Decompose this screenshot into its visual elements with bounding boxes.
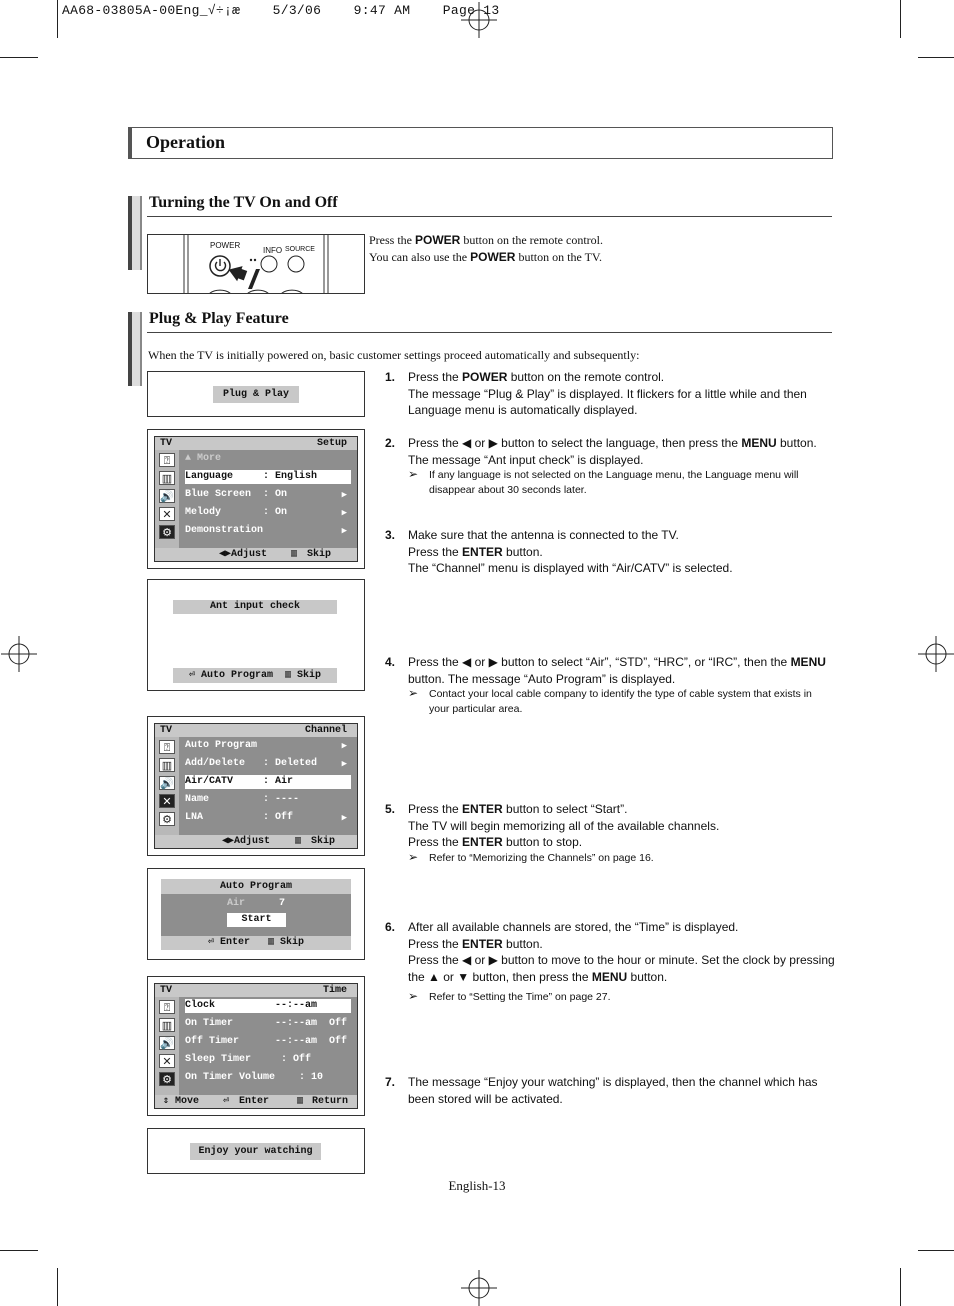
time-menu-body: [155, 997, 357, 1095]
step-3: [385, 527, 835, 577]
step-text: Press the ENTER button to stop.: [408, 835, 583, 849]
auto-program-hint: Auto Program: [200, 670, 273, 681]
setup-title: Setup: [316, 438, 347, 449]
screen-auto-program: [147, 868, 365, 960]
step-number: 2.: [385, 436, 396, 450]
channel-menu-title-bar: [155, 724, 357, 737]
tv-label: TV: [160, 438, 173, 449]
tv-label: TV: [160, 985, 173, 996]
plug-play-banner: Plug & Play: [213, 386, 299, 403]
menu-item-auto-program[interactable]: Auto Program ▶: [185, 740, 347, 751]
skip-icon: ▥: [295, 836, 302, 847]
step-text: Press the ◀ or ▶ button to select the language, then press the MENU button.: [408, 436, 817, 450]
registration-mark-icon: [918, 636, 954, 672]
enter-hint: Enter: [239, 1096, 270, 1107]
step-note: ➢ If any language is not selected on the Language menu, the Language menu will disappear about 30 seconds later.: [408, 467, 799, 496]
auto-program-title: Auto Program: [161, 879, 351, 894]
skip-hint: Skip: [307, 549, 332, 560]
step-note: ➢ Contact your local cable company to identify the type of cable system that exists in your particular area.: [408, 686, 812, 715]
note-arrow-icon: ➢: [408, 467, 419, 481]
menu-item-name[interactable]: Name : ----: [185, 794, 300, 805]
step-text: Make sure that the antenna is connected to the TV.: [408, 528, 679, 542]
setup-icon[interactable]: ⚙: [159, 812, 175, 826]
menu-item-add-delete[interactable]: Add/Delete : Deleted ▶: [185, 758, 347, 769]
step-number: 6.: [385, 920, 396, 934]
plug-play-title: Plug & Play Feature: [149, 310, 289, 327]
remote-illustration: [147, 234, 365, 294]
adjust-hint: ◀▶Adjust: [222, 836, 271, 847]
channel-title: Channel: [304, 725, 347, 736]
enter-hint: Enter: [219, 937, 250, 948]
tv-label: TV: [160, 725, 173, 736]
step-text: Press the ◀ or ▶ button to move to the hour or minute. Set the clock by pressing the ▲ or ▼ button, then press the MENU button.: [408, 953, 835, 984]
menu-item-off-timer[interactable]: Off Timer --:--am Off: [185, 1036, 348, 1047]
setup-icon[interactable]: ⚙: [159, 525, 175, 539]
setup-icon[interactable]: ⚙: [159, 1072, 175, 1086]
sound-icon[interactable]: 🔊: [160, 1038, 174, 1050]
power-label: POWER: [210, 241, 241, 250]
skip-icon: ▥: [291, 549, 298, 560]
crop-mark: [0, 57, 38, 58]
info-label: INFO: [263, 246, 283, 255]
step-text: Press the ENTER button.: [408, 936, 543, 951]
step-text: The message “Plug & Play” is displayed. It flickers for a little while and then Language menu is automatically displayed.: [408, 386, 807, 417]
picture-icon[interactable]: ⍰: [159, 1000, 175, 1014]
skip-icon: ▥: [256, 937, 275, 948]
return-icon: ▥: [297, 1096, 304, 1107]
section-title: Operation: [146, 132, 225, 152]
sound-icon[interactable]: 🔊: [160, 491, 174, 503]
remote-control-icon: [148, 235, 365, 294]
step-2: [385, 435, 835, 498]
step-number: 3.: [385, 528, 396, 542]
channel-icon[interactable]: ▥: [159, 471, 175, 485]
screen-ant-input-check: [147, 579, 365, 691]
enjoy-banner: Enjoy your watching: [190, 1143, 321, 1160]
time-menu-footer: [155, 1095, 357, 1108]
screen-time-menu: [147, 976, 365, 1116]
picture-icon[interactable]: ⍰: [159, 453, 175, 467]
note-arrow-icon: ➢: [408, 989, 419, 1003]
menu-item-clock[interactable]: Clock --:--am: [185, 999, 351, 1013]
note-arrow-icon: ➢: [408, 686, 419, 700]
menu-side-icons: [155, 450, 179, 548]
section-header: [128, 127, 833, 159]
step-text: The message “Ant input check” is displayed.: [408, 452, 644, 467]
channel-menu-body: [155, 737, 357, 835]
crop-mark: [900, 0, 901, 38]
menu-item-sleep-timer[interactable]: Sleep Timer : Off: [185, 1054, 312, 1065]
setup-menu-frame: [154, 436, 358, 562]
skip-hint: Skip: [280, 937, 305, 948]
step-number: 5.: [385, 802, 396, 816]
note-arrow-icon: ➢: [408, 849, 419, 864]
turning-on-line-1: Press the POWER button on the remote control.: [369, 233, 603, 247]
menu-side-icons: [155, 737, 179, 835]
print-slug: AA68-03805A-00Eng_√÷¡æ 5/3/06 9:47 AM Page 13: [62, 3, 500, 18]
skip-hint: Skip: [311, 836, 336, 847]
move-hint: Move: [175, 1096, 200, 1107]
turning-on-title: Turning the TV On and Off: [149, 194, 338, 211]
step-text: The message “Enjoy your watching” is displayed, then the channel which has been stored will be activated.: [408, 1075, 818, 1106]
menu-item-on-timer-volume[interactable]: On Timer Volume : 10: [185, 1072, 324, 1083]
step-1: [385, 369, 835, 419]
step-number: 4.: [385, 655, 396, 669]
step-text: The TV will begin memorizing all of the available channels.: [408, 818, 720, 833]
time-title: Time: [322, 985, 347, 996]
setup-menu-footer: [155, 548, 357, 561]
sidebar-bar: [128, 196, 142, 270]
enter-icon: ⏎: [188, 670, 195, 681]
crop-mark: [900, 1268, 901, 1306]
channel-menu-frame: [154, 723, 358, 849]
ant-footer: [173, 668, 337, 683]
step-7: [385, 1074, 835, 1107]
screen-channel-menu: [147, 716, 365, 856]
step-5: [385, 801, 835, 866]
start-button[interactable]: Start: [227, 913, 286, 927]
step-text: The “Channel” menu is displayed with “Air/CATV” is selected.: [408, 561, 733, 575]
page-number: English-13: [448, 1178, 506, 1193]
setup-menu-title-bar: [155, 437, 357, 450]
enter-icon: ⏎: [223, 1096, 230, 1107]
divider: [147, 216, 832, 217]
enter-icon: ⏎: [207, 937, 214, 948]
skip-hint: Skip: [297, 670, 322, 681]
menu-item-language[interactable]: Language : English: [185, 470, 351, 484]
setup-menu-body: [155, 450, 357, 548]
source-label: SOURCE: [285, 246, 315, 253]
crop-mark: [0, 1250, 38, 1251]
skip-icon: ▥: [279, 670, 292, 681]
sound-icon[interactable]: 🔊: [160, 778, 174, 790]
screen-plug-play: [147, 371, 365, 417]
step-text: Press the ENTER button to select “Start”.: [408, 802, 628, 816]
step-number: 1.: [385, 370, 396, 384]
menu-item-demonstration[interactable]: Demonstration ▶: [185, 525, 347, 536]
picture-icon[interactable]: ⍰: [159, 740, 175, 754]
antenna-icon[interactable]: ✕: [159, 1054, 175, 1068]
step-text: After all available channels are stored, the “Time” is displayed.: [408, 920, 739, 934]
turning-on-text: [369, 232, 829, 266]
channel-menu-footer: [155, 835, 357, 848]
step-text: Press the ◀ or ▶ button to select “Air”, “STD”, “HRC”, or “IRC”, then the MENU button. The message “Auto Program” is displayed.: [408, 655, 826, 686]
more-item[interactable]: ▲ More: [185, 453, 222, 464]
step-text: Press the POWER button on the remote control.: [408, 370, 665, 384]
menu-item-melody[interactable]: Melody : On ▶: [185, 507, 347, 518]
crop-mark: [918, 1250, 954, 1251]
step-4: [385, 654, 835, 717]
menu-item-blue-screen[interactable]: Blue Screen : On ▶: [185, 489, 347, 500]
channel-icon[interactable]: ▥: [159, 758, 175, 772]
step-6: [385, 919, 835, 1005]
menu-side-icons: [155, 997, 179, 1095]
menu-item-air-catv[interactable]: Air/CATV : Air: [185, 775, 351, 789]
step-text: Press the ENTER button.: [408, 544, 543, 559]
channel-number: 7: [279, 898, 286, 909]
time-menu-title-bar: [155, 984, 357, 997]
registration-mark-icon: [461, 1270, 497, 1306]
crop-mark: [57, 0, 58, 38]
menu-item-on-timer[interactable]: On Timer --:--am Off: [185, 1018, 348, 1029]
return-hint: Return: [312, 1096, 349, 1107]
adjust-hint: ◀▶Adjust: [219, 549, 268, 560]
menu-item-lna[interactable]: LNA : Off ▶: [185, 812, 347, 823]
air-label: Air: [227, 898, 246, 909]
step-number: 7.: [385, 1075, 396, 1089]
auto-program-body: [161, 894, 351, 936]
crop-mark: [918, 57, 954, 58]
screen-enjoy: [147, 1128, 365, 1174]
antenna-icon[interactable]: ✕: [159, 507, 175, 521]
screen-setup-menu: [147, 429, 365, 569]
channel-icon[interactable]: ▥: [159, 1018, 175, 1032]
time-menu-frame: [154, 983, 358, 1109]
step-note: ➢ Refer to “Memorizing the Channels” on page 16.: [408, 849, 654, 864]
move-icon: ⇕: [163, 1096, 170, 1107]
sidebar-bar: [128, 312, 142, 386]
auto-program-footer: [161, 936, 351, 950]
registration-mark-icon: [1, 636, 37, 672]
antenna-icon[interactable]: ✕: [159, 794, 175, 808]
crop-mark: [57, 1268, 58, 1306]
ant-input-banner: Ant input check: [173, 600, 337, 614]
step-note: ➢ Refer to “Setting the Time” on page 27.: [408, 989, 611, 1003]
turning-on-line-2: You can also use the POWER button on the TV.: [369, 250, 603, 264]
plug-play-intro: When the TV is initially powered on, basic customer settings proceed automatically and subsequently:: [148, 348, 640, 362]
divider: [147, 332, 832, 333]
